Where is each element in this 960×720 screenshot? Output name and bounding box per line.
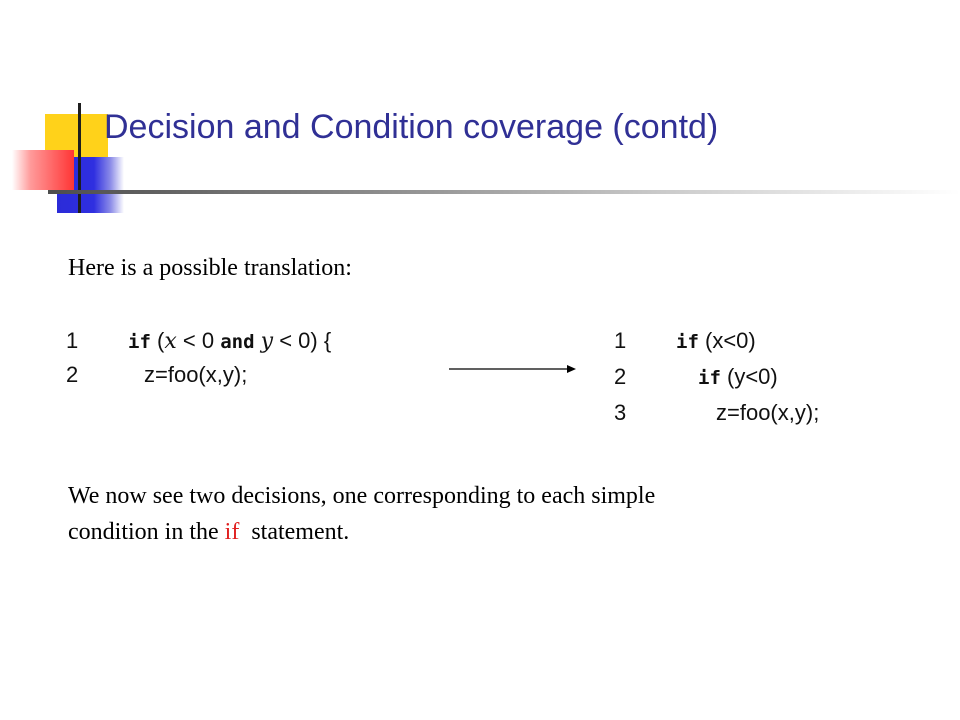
code-line-content: [676, 328, 756, 354]
explanation-paragraph: [68, 478, 655, 550]
title-underline: [48, 190, 960, 194]
code-variable: x: [164, 329, 177, 354]
if-keyword: if: [224, 519, 240, 545]
line-number: 3: [614, 400, 627, 425]
slide-title: Decision and Condition coverage (contd): [104, 108, 719, 146]
code-variable: y: [260, 329, 274, 354]
line-number: 2: [614, 364, 627, 389]
code-line-content: z=foo(x,y);: [144, 362, 248, 387]
code-block-translated: [614, 328, 874, 438]
paragraph-line-2-start: condition in the: [68, 519, 225, 545]
code-operator: < 0) {: [273, 328, 332, 353]
code-line: [614, 328, 874, 358]
decor-vertical-line: [78, 103, 81, 213]
code-condition: (x<0): [698, 328, 756, 353]
code-line-content: [698, 364, 778, 390]
intro-text: Here is a possible translation:: [68, 255, 352, 281]
paragraph-line-2-end: statement.: [239, 519, 350, 545]
code-block-original: [66, 328, 446, 398]
line-number: 2: [66, 362, 79, 387]
code-line: [66, 328, 446, 358]
code-line-content: z=foo(x,y);: [716, 400, 820, 425]
code-line-content: [128, 328, 331, 354]
line-number: 1: [614, 328, 627, 353]
code-line: [614, 400, 874, 430]
code-line: [66, 362, 446, 392]
code-paren: (: [150, 328, 165, 353]
code-keyword: if: [676, 331, 699, 353]
code-condition: (y<0): [720, 364, 778, 389]
decor-red-square: [12, 150, 74, 190]
code-keyword: if: [128, 331, 151, 353]
code-keyword: and: [220, 331, 255, 353]
line-number: 1: [66, 328, 79, 353]
code-operator: < 0: [176, 328, 221, 353]
arrow-right-icon: [449, 363, 579, 375]
code-keyword: if: [698, 367, 721, 389]
paragraph-line-1: We now see two decisions, one corresponding to each simple: [68, 483, 656, 509]
code-line: [614, 364, 874, 394]
